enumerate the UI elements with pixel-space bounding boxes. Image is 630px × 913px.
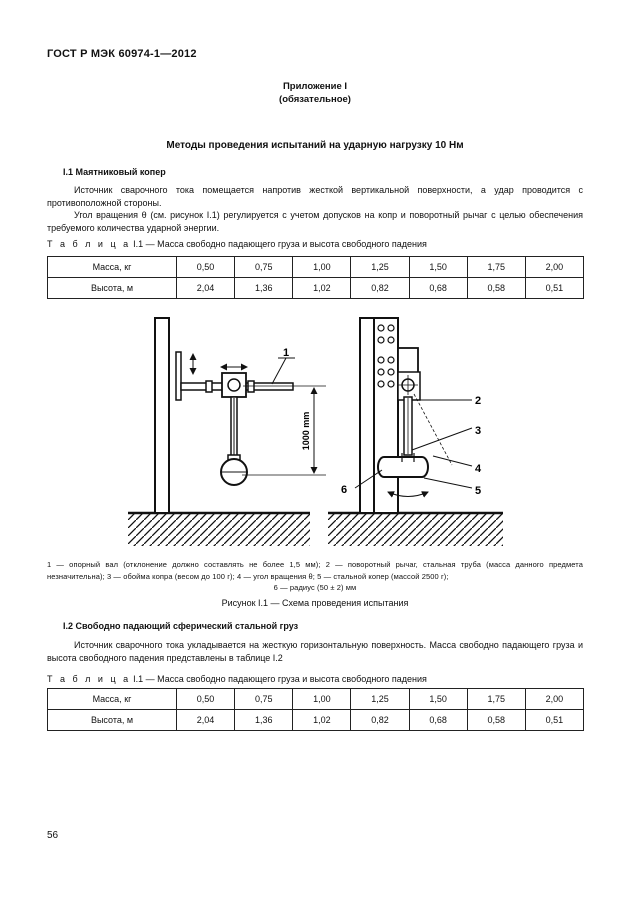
table-cell: 0,68: [409, 278, 467, 299]
callout-6: 6: [341, 484, 348, 496]
table-cell: 1,02: [293, 278, 351, 299]
table-cell: 0,58: [467, 278, 525, 299]
pendulum-front-view: [328, 318, 503, 546]
table-row: [48, 278, 584, 299]
section1-paragraph2: Угол вращения θ (см. рисунок I.1) регулируется с учетом допусков на копр и поворотный рычаг с целью обеспечения требуемого количества ударной энергии.: [47, 210, 583, 233]
table-row-header: Масса, кг: [48, 257, 177, 278]
section1-heading: I.1 Маятниковый копер: [63, 167, 166, 177]
callout-4: 4: [475, 463, 482, 475]
table-cell: 0,50: [177, 689, 235, 710]
callout-1: 1: [283, 347, 290, 359]
table-row-header: Высота, м: [48, 278, 177, 299]
table-cell: 1,50: [409, 257, 467, 278]
figure-impact-test-diagram: [0, 300, 630, 555]
table-cell: 0,75: [235, 257, 293, 278]
table-cell: 1,50: [409, 689, 467, 710]
table-row-header: Высота, м: [48, 710, 177, 731]
table-cell: 0,58: [467, 710, 525, 731]
table-cell: 2,04: [177, 278, 235, 299]
section2-heading: I.2 Свободно падающий сферический стальной груз: [63, 621, 299, 631]
table-cell: 1,00: [293, 257, 351, 278]
callout-2: 2: [475, 395, 482, 407]
table-row: [48, 689, 584, 710]
wall-bracket: [176, 352, 181, 400]
table-cell: 0,51: [525, 278, 583, 299]
pendulum-side-view: [128, 318, 326, 546]
vertical-wall-left: [155, 318, 169, 513]
table-cell: 2,00: [525, 689, 583, 710]
table-cell: 2,04: [177, 710, 235, 731]
table-cell: 0,68: [409, 710, 467, 731]
steel-hammer: [378, 457, 428, 477]
page-number: 56: [47, 830, 59, 841]
appendix-heading: [0, 80, 630, 106]
table1: [47, 256, 584, 299]
section1-paragraph1: Источник сварочного тока помещается напротив жесткой вертикальной поверхности, а удар проводится с противоположной стороны.: [47, 185, 583, 208]
table-cell: 0,50: [177, 257, 235, 278]
table-cell: 1,00: [293, 689, 351, 710]
standard-number: ГОСТ Р МЭК 60974-1—2012: [47, 48, 197, 60]
dimension-label: 1000 mm: [301, 411, 311, 451]
ground-hatching-right: [328, 513, 503, 546]
appendix-subtitle: (обязательное): [279, 94, 351, 105]
table-cell: 1,36: [235, 710, 293, 731]
rotation-angle-line: [414, 394, 452, 465]
table2-caption: Т а б л и ц а I.1 — Масса свободно падающего груза и высота свободного падения: [47, 674, 427, 684]
table-cell: 1,36: [235, 278, 293, 299]
table-cell: 0,51: [525, 710, 583, 731]
table-cell: 1,25: [351, 689, 409, 710]
callout-3: 3: [475, 425, 482, 437]
legend-line-2: 6 — радиус (50 ± 2) мм: [273, 583, 357, 592]
table-cell: 1,75: [467, 257, 525, 278]
table-cell: 0,75: [235, 689, 293, 710]
table-row: [48, 257, 584, 278]
figure-caption: Рисунок I.1 — Схема проведения испытания: [221, 598, 409, 608]
figure-legend: [47, 559, 583, 594]
table-cell: 0,82: [351, 278, 409, 299]
section2-paragraph1: Источник сварочного тока укладывается на жесткую горизонтальную поверхность. Масса свободно падающего груза и высота свободного падения представлены в таблице I.2: [47, 640, 583, 663]
ground-hatching-left: [128, 513, 310, 546]
table-cell: 1,25: [351, 257, 409, 278]
table2: [47, 688, 584, 731]
table-cell: 1,02: [293, 710, 351, 731]
table-row-header: Масса, кг: [48, 689, 177, 710]
legend-line-1: 1 — опорный вал (отклонение должно составлять не более 1,5 мм); 2 — поворотный рычаг, стальная труба (масса данного предмета незначительна); 3 — обойма копра (весом до 100 г); 4 — угол вращения θ; 5 — стальной копер (массой 2500 г);: [47, 560, 583, 581]
table-row: [48, 710, 584, 731]
table-cell: 0,82: [351, 710, 409, 731]
appendix-title: Приложение I: [282, 81, 348, 92]
callout-5: 5: [475, 485, 482, 497]
table1-caption: Т а б л и ц а I.1 — Масса свободно падающего груза и высота свободного падения: [47, 239, 427, 249]
main-title: Методы проведения испытаний на ударную нагрузку 10 Нм: [166, 140, 464, 151]
table-cell: 1,75: [467, 689, 525, 710]
mounting-plate: [374, 318, 398, 513]
table-cell: 2,00: [525, 257, 583, 278]
